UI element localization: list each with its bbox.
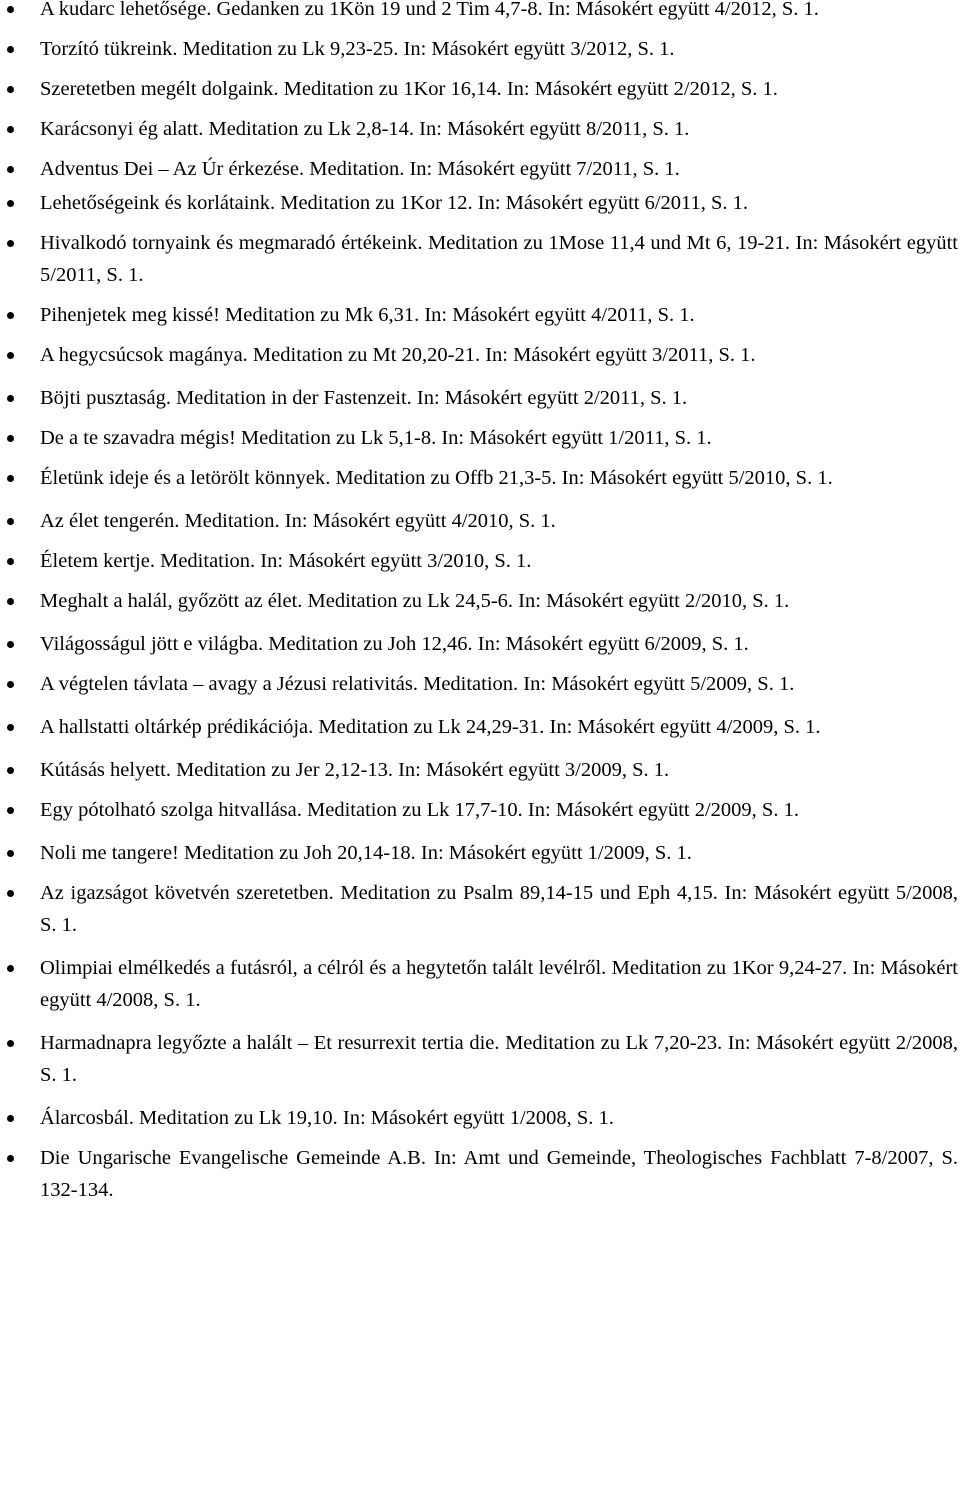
list-item: Egy pótolható szolga hitvallása. Meditation zu Lk 17,7-10. In: Másokért együtt 2/2009, S. 1. <box>0 794 958 826</box>
list-item: De a te szavadra mégis! Meditation zu Lk 5,1-8. In: Másokért együtt 1/2011, S. 1. <box>0 422 958 454</box>
list-item: Torzító tükreink. Meditation zu Lk 9,23-25. In: Másokért együtt 3/2012, S. 1. <box>0 33 958 65</box>
list-item: Álarcosbál. Meditation zu Lk 19,10. In: Másokért együtt 1/2008, S. 1. <box>0 1102 958 1134</box>
list-item: Az élet tengerén. Meditation. In: Másokért együtt 4/2010, S. 1. <box>0 505 958 537</box>
list-item: Böjti pusztaság. Meditation in der Fastenzeit. In: Másokért együtt 2/2011, S. 1. <box>0 382 958 414</box>
list-item: Die Ungarische Evangelische Gemeinde A.B. In: Amt und Gemeinde, Theologisches Fachblatt 7-8/2007, S. 132-134. <box>0 1142 958 1206</box>
list-item: Életünk ideje és a letörölt könnyek. Meditation zu Offb 21,3-5. In: Másokért együtt 5/2010, S. 1. <box>0 462 958 494</box>
list-item: Életem kertje. Meditation. In: Másokért együtt 3/2010, S. 1. <box>0 545 958 577</box>
list-item: Pihenjetek meg kissé! Meditation zu Mk 6,31. In: Másokért együtt 4/2011, S. 1. <box>0 299 958 331</box>
list-item: Szeretetben megélt dolgaink. Meditation zu 1Kor 16,14. In: Másokért együtt 2/2012, S. 1. <box>0 73 958 105</box>
list-item: A hallstatti oltárkép prédikációja. Meditation zu Lk 24,29-31. In: Másokért együtt 4/2009, S. 1. <box>0 711 958 743</box>
list-item: Olimpiai elmélkedés a futásról, a célról és a hegytetőn talált levélről. Meditation zu 1Kor 9,24-27. In: Másokért együtt 4/2008, S. 1. <box>0 952 958 1016</box>
list-item: Karácsonyi ég alatt. Meditation zu Lk 2,8-14. In: Másokért együtt 8/2011, S. 1. <box>0 113 958 145</box>
list-item: A kudarc lehetősége. Gedanken zu 1Kön 19 und 2 Tim 4,7-8. In: Másokért együtt 4/2012, S. 1. <box>0 0 958 25</box>
list-item: Az igazságot követvén szeretetben. Meditation zu Psalm 89,14-15 und Eph 4,15. In: Másokért együtt 5/2008, S. 1. <box>0 877 958 941</box>
list-item: Lehetőségeink és korlátaink. Meditation zu 1Kor 12. In: Másokért együtt 6/2011, S. 1. <box>0 187 958 219</box>
list-item: Világosságul jött e világba. Meditation zu Joh 12,46. In: Másokért együtt 6/2009, S. 1. <box>0 628 958 660</box>
list-item: Noli me tangere! Meditation zu Joh 20,14-18. In: Másokért együtt 1/2009, S. 1. <box>0 837 958 869</box>
list-item: Adventus Dei – Az Úr érkezése. Meditation. In: Másokért együtt 7/2011, S. 1. <box>0 153 958 185</box>
list-item: A hegycsúcsok magánya. Meditation zu Mt 20,20-21. In: Másokért együtt 3/2011, S. 1. <box>0 339 958 371</box>
list-item: Kútásás helyett. Meditation zu Jer 2,12-13. In: Másokért együtt 3/2009, S. 1. <box>0 754 958 786</box>
list-item: Hivalkodó tornyaink és megmaradó értékeink. Meditation zu 1Mose 11,4 und Mt 6, 19-21. In: Másokért együtt 5/2011, S. 1. <box>0 227 958 291</box>
list-item: A végtelen távlata – avagy a Jézusi relativitás. Meditation. In: Másokért együtt 5/2009, S. 1. <box>0 668 958 700</box>
list-item: Harmadnapra legyőzte a halált – Et resurrexit tertia die. Meditation zu Lk 7,20-23. In: Másokért együtt 2/2008, S. 1. <box>0 1027 958 1091</box>
list-item: Meghalt a halál, győzött az élet. Meditation zu Lk 24,5-6. In: Másokért együtt 2/2010, S. 1. <box>0 585 958 617</box>
